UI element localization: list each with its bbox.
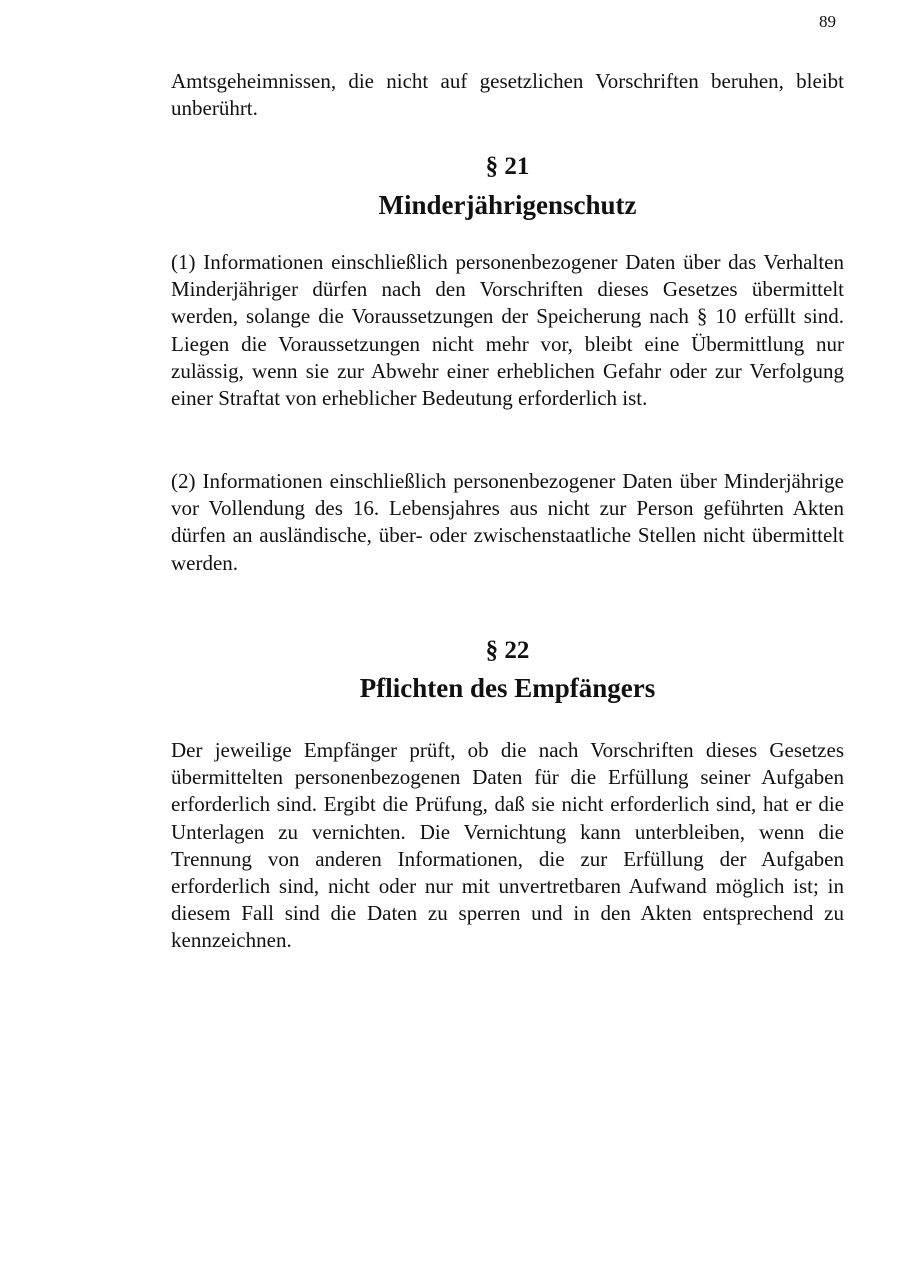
section-21-number: § 21 [485, 153, 530, 180]
section-21-paragraph-1: (1) Informationen einschließlich personenbezogener Daten über das Verhalten Minderjähriger dürfen nach den Vorschriften dieses Gesetzes übermittelt werden, solange die Voraussetzungen der Speicherung nach § 10 erfüllt sind. Liegen die Voraussetzungen nicht mehr vor, bleibt eine Übermittlung nur zulässig, wenn sie zur Abwehr einer erheblichen Gefahr oder zur Verfolgung einer Straftat von erheblicher Bedeutung erforderlich ist. [171, 250, 844, 411]
page-number: 89 [819, 12, 836, 31]
section-21-paragraph-2: (2) Informationen einschließlich personenbezogener Daten über Minderjährige vor Vollendung des 16. Lebensjahres aus nicht zur Person geführten Akten dürfen an ausländische, über- oder zwischenstaatliche Stellen nicht übermittelt werden. [171, 469, 844, 575]
section-21-title: Minderjährigenschutz [378, 190, 637, 220]
section-22-paragraph-1: Der jeweilige Empfänger prüft, ob die nach Vorschriften dieses Gesetzes übermittelten personenbezogenen Daten für die Erfüllung seiner Aufgaben erforderlich sind. Ergibt die Prüfung, daß sie nicht erforderlich sind, hat er die Unterlagen zu vernichten. Die Vernichtung kann unterbleiben, wenn die Trennung von anderen Informationen, die zur Erfüllung der Aufgaben erforderlich sind, nicht oder nur mit unvertretbaren Aufwand möglich ist; in diesem Fall sind die Daten zu sperren und in den Akten entsprechend zu kennzeichnen. [171, 738, 844, 953]
section-22-number: § 22 [485, 637, 530, 664]
section-22-title: Pflichten des Empfängers [359, 673, 656, 703]
intro-paragraph: Amtsgeheimnissen, die nicht auf gesetzlichen Vorschriften beruhen, bleibt unberührt. [171, 69, 844, 121]
